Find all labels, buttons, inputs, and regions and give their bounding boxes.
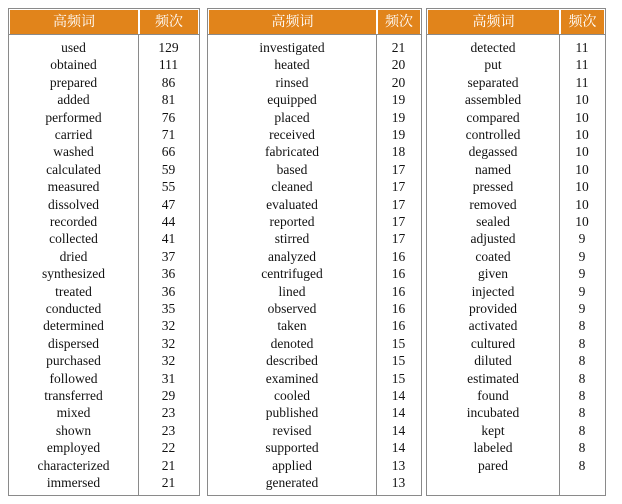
frequency-cell: 8 [578, 440, 586, 456]
word-cell: dried [59, 248, 88, 264]
table-row [427, 457, 605, 474]
frequency-cell: 17 [391, 214, 406, 229]
word-cell: cooled [274, 388, 310, 403]
table-row [427, 213, 605, 230]
column-divider [559, 34, 560, 495]
word-cell: generated [265, 475, 319, 490]
word-cell: activated [468, 318, 518, 334]
frequency-cell: 8 [578, 388, 586, 403]
frequency-cell: 14 [391, 405, 406, 421]
frequency-cell: 8 [578, 335, 586, 351]
table-row [208, 265, 421, 282]
column-divider [376, 34, 377, 495]
table-row [9, 213, 199, 230]
word-cell: added [57, 92, 90, 108]
table-row [427, 178, 605, 195]
table-row [208, 196, 421, 213]
table-row [427, 39, 605, 56]
word-cell: dispersed [48, 335, 99, 351]
table-row [427, 126, 605, 143]
word-cell: prepared [49, 74, 98, 90]
word-cell: assembled [464, 92, 522, 108]
header-row [10, 10, 198, 34]
word-cell: kept [481, 422, 505, 438]
table-row [9, 161, 199, 178]
table-row [9, 335, 199, 352]
table-row [9, 283, 199, 300]
word-cell: taken [277, 318, 307, 334]
header-word: 高频词 [428, 10, 559, 34]
table-row [9, 143, 199, 160]
table-row [427, 248, 605, 265]
row-list [427, 34, 605, 495]
frequency-cell: 29 [161, 388, 176, 403]
table-row [208, 143, 421, 160]
table-row [9, 457, 199, 474]
word-cell: shown [55, 422, 92, 438]
table-row [208, 457, 421, 474]
word-cell: determined [43, 318, 104, 334]
table-row [208, 370, 421, 387]
table-row [9, 109, 199, 126]
table-row [208, 178, 421, 195]
table-row [208, 39, 421, 56]
word-cell: pared [478, 457, 508, 473]
table-row [208, 474, 421, 491]
table-row [208, 74, 421, 91]
word-cell: investigated [259, 40, 325, 55]
table-row [9, 91, 199, 108]
table-row [9, 230, 199, 247]
frequency-cell: 32 [161, 318, 176, 334]
frequency-cell: 37 [161, 248, 176, 264]
word-cell: transferred [44, 388, 103, 403]
word-cell: analyzed [268, 248, 316, 264]
word-cell: carried [54, 127, 93, 142]
word-cell: evaluated [266, 196, 318, 212]
frequency-cell: 8 [578, 353, 586, 369]
word-cell: fabricated [265, 144, 319, 160]
table-row [9, 317, 199, 334]
frequency-cell: 10 [575, 179, 589, 195]
word-cell: dissolved [47, 196, 99, 212]
word-cell: separated [467, 74, 519, 90]
word-cell: described [266, 353, 318, 369]
table-row [427, 196, 605, 213]
table-row [427, 352, 605, 369]
word-cell: heated [274, 57, 310, 73]
table-row [208, 283, 421, 300]
word-cell: received [269, 127, 315, 142]
word-cell: detected [470, 40, 516, 55]
word-cell: based [276, 161, 308, 177]
word-cell: equipped [267, 92, 317, 108]
frequency-cell: 17 [391, 161, 406, 177]
frequency-cell: 81 [161, 92, 176, 108]
frequency-cell: 10 [575, 161, 589, 177]
frequency-cell: 8 [578, 405, 586, 421]
word-cell: labeled [473, 440, 513, 456]
table-row [208, 335, 421, 352]
word-cell: cleaned [271, 179, 313, 195]
frequency-cell: 23 [161, 422, 176, 438]
frequency-cell: 66 [161, 144, 176, 160]
word-cell: adjusted [470, 231, 516, 247]
table-row [208, 56, 421, 73]
word-cell: applied [272, 457, 312, 473]
frequency-cell: 18 [391, 144, 406, 160]
word-cell: placed [274, 109, 310, 125]
frequency-cell: 86 [161, 74, 176, 90]
word-cell: mixed [56, 405, 91, 421]
frequency-cell: 14 [391, 440, 406, 456]
table-row [208, 439, 421, 456]
frequency-cell: 11 [575, 40, 589, 55]
header-row [209, 10, 420, 34]
frequency-cell: 9 [578, 266, 586, 282]
frequency-cell: 9 [578, 283, 586, 299]
word-cell: examined [265, 370, 319, 386]
frequency-cell: 21 [161, 457, 176, 473]
table-row [208, 404, 421, 421]
header-frequency: 频次 [376, 10, 420, 34]
word-cell: degassed [468, 144, 518, 160]
word-cell: employed [46, 440, 101, 456]
table-row [427, 422, 605, 439]
table-row [427, 265, 605, 282]
word-cell: incubated [466, 405, 520, 421]
word-cell: coated [475, 248, 511, 264]
table-row [9, 439, 199, 456]
word-cell: followed [49, 370, 98, 386]
frequency-cell: 16 [391, 318, 406, 334]
word-cell: pressed [472, 179, 514, 195]
word-cell: provided [469, 301, 517, 316]
table-row [427, 387, 605, 404]
table-row [208, 387, 421, 404]
table-row [208, 248, 421, 265]
frequency-cell: 16 [391, 248, 406, 264]
frequency-cell: 16 [391, 283, 406, 299]
frequency-cell: 16 [391, 266, 406, 282]
word-cell: purchased [46, 353, 101, 369]
table-row [427, 161, 605, 178]
word-cell: named [475, 161, 511, 177]
header-word: 高频词 [10, 10, 138, 34]
frequency-cell: 71 [161, 127, 176, 142]
frequency-cell: 36 [161, 283, 176, 299]
word-cell: immersed [46, 475, 101, 490]
frequency-cell: 9 [578, 231, 586, 247]
frequency-cell: 17 [391, 231, 406, 247]
frequency-cell: 76 [161, 109, 176, 125]
table-row [427, 56, 605, 73]
frequency-cell: 10 [575, 109, 589, 125]
frequency-cell: 32 [161, 353, 176, 369]
table-row [9, 39, 199, 56]
frequency-cell: 10 [575, 92, 589, 108]
table-row [427, 91, 605, 108]
table-row [9, 74, 199, 91]
word-cell: denoted [270, 335, 314, 351]
table-row [9, 387, 199, 404]
frequency-cell: 14 [391, 422, 406, 438]
frequency-cell: 8 [578, 457, 586, 473]
word-cell: synthesized [42, 266, 105, 282]
frequency-cell: 15 [391, 370, 406, 386]
frequency-cell: 11 [575, 57, 589, 73]
word-cell: centrifuged [261, 266, 323, 282]
word-cell: removed [469, 196, 517, 212]
frequency-cell: 47 [161, 196, 176, 212]
table-row [9, 404, 199, 421]
word-cell: sealed [476, 214, 510, 229]
frequency-cell: 17 [391, 179, 406, 195]
table-row [9, 56, 199, 73]
table-row [9, 370, 199, 387]
table-row [208, 352, 421, 369]
table-row [9, 178, 199, 195]
word-cell: recorded [49, 214, 98, 229]
table-column-group-1 [8, 8, 200, 496]
word-cell: put [484, 57, 502, 73]
word-cell: published [265, 405, 319, 421]
word-cell: treated [55, 283, 92, 299]
word-cell: injected [471, 283, 515, 299]
frequency-cell: 21 [391, 40, 406, 55]
table-row [9, 196, 199, 213]
table-row [9, 422, 199, 439]
word-cell: measured [47, 179, 100, 195]
frequency-cell: 10 [575, 196, 589, 212]
table-row [208, 126, 421, 143]
word-cell: performed [45, 109, 102, 125]
word-cell: calculated [46, 161, 101, 177]
frequency-cell: 19 [391, 109, 406, 125]
header-row [428, 10, 604, 34]
table-row [9, 352, 199, 369]
row-list [9, 34, 199, 495]
frequency-cell: 9 [578, 301, 586, 316]
frequency-cell: 44 [161, 214, 176, 229]
frequency-cell: 20 [391, 57, 406, 73]
table-row [427, 370, 605, 387]
column-divider [138, 34, 139, 495]
table-row [9, 126, 199, 143]
frequency-cell: 129 [158, 40, 179, 55]
word-cell: collected [49, 231, 98, 247]
table-row [427, 404, 605, 421]
word-cell: compared [466, 109, 520, 125]
frequency-cell: 17 [391, 196, 406, 212]
table-column-group-2 [207, 8, 422, 496]
table-row [427, 300, 605, 317]
frequency-cell: 22 [161, 440, 176, 456]
word-cell: used [61, 40, 86, 55]
table-row [427, 283, 605, 300]
word-cell: supported [265, 440, 319, 456]
frequency-cell: 21 [161, 475, 176, 490]
table-row [427, 109, 605, 126]
table-row [208, 317, 421, 334]
frequency-cell: 8 [578, 422, 586, 438]
word-cell: washed [53, 144, 94, 160]
frequency-cell: 35 [161, 301, 176, 316]
frequency-cell: 10 [575, 127, 589, 142]
table-row [208, 213, 421, 230]
word-cell: revised [272, 422, 312, 438]
frequency-cell: 32 [161, 335, 176, 351]
frequency-cell: 23 [161, 405, 176, 421]
frequency-cell: 15 [391, 335, 406, 351]
frequency-cell: 19 [391, 127, 406, 142]
word-cell: conducted [45, 301, 102, 316]
word-cell: stirred [274, 231, 310, 247]
word-cell: observed [267, 301, 317, 316]
frequency-cell: 10 [575, 144, 589, 160]
word-cell: obtained [50, 57, 97, 73]
word-cell: estimated [467, 370, 519, 386]
frequency-cell: 59 [161, 161, 176, 177]
frequency-cell: 13 [391, 457, 406, 473]
frequency-cell: 19 [391, 92, 406, 108]
word-cell: given [478, 266, 508, 282]
word-cell: diluted [474, 353, 512, 369]
table-row [208, 91, 421, 108]
frequency-cell: 55 [161, 179, 176, 195]
frequency-cell: 13 [391, 475, 406, 490]
table-row [208, 300, 421, 317]
frequency-cell: 9 [578, 248, 586, 264]
table-row [208, 230, 421, 247]
table-row [427, 335, 605, 352]
frequency-cell: 20 [391, 74, 406, 90]
word-cell: reported [269, 214, 315, 229]
header-word: 高频词 [209, 10, 376, 34]
row-list [208, 34, 421, 495]
table-row [427, 143, 605, 160]
word-cell: rinsed [275, 74, 309, 90]
table-row [208, 109, 421, 126]
word-cell: controlled [465, 127, 521, 142]
frequency-cell: 8 [578, 370, 586, 386]
frequency-cell: 14 [391, 388, 406, 403]
frequency-cell: 10 [575, 214, 589, 229]
frequency-cell: 11 [575, 74, 589, 90]
table-row [9, 265, 199, 282]
table-row [9, 474, 199, 491]
table-row [427, 439, 605, 456]
table-row [208, 161, 421, 178]
table-row [208, 422, 421, 439]
frequency-cell: 31 [161, 370, 176, 386]
word-cell: cultured [470, 335, 516, 351]
header-frequency: 频次 [559, 10, 604, 34]
table-row [427, 74, 605, 91]
frequency-cell: 15 [391, 353, 406, 369]
frequency-cell: 36 [161, 266, 176, 282]
word-frequency-table [8, 8, 606, 496]
table-row [427, 230, 605, 247]
header-frequency: 频次 [138, 10, 198, 34]
frequency-cell: 16 [391, 301, 406, 316]
frequency-cell: 8 [578, 318, 586, 334]
table-row [9, 248, 199, 265]
word-cell: found [477, 388, 509, 403]
word-cell: characterized [37, 457, 110, 473]
table-column-group-3 [426, 8, 606, 496]
table-row [9, 300, 199, 317]
table-row [427, 317, 605, 334]
frequency-cell: 41 [161, 231, 176, 247]
word-cell: lined [278, 283, 306, 299]
frequency-cell: 111 [158, 57, 179, 73]
